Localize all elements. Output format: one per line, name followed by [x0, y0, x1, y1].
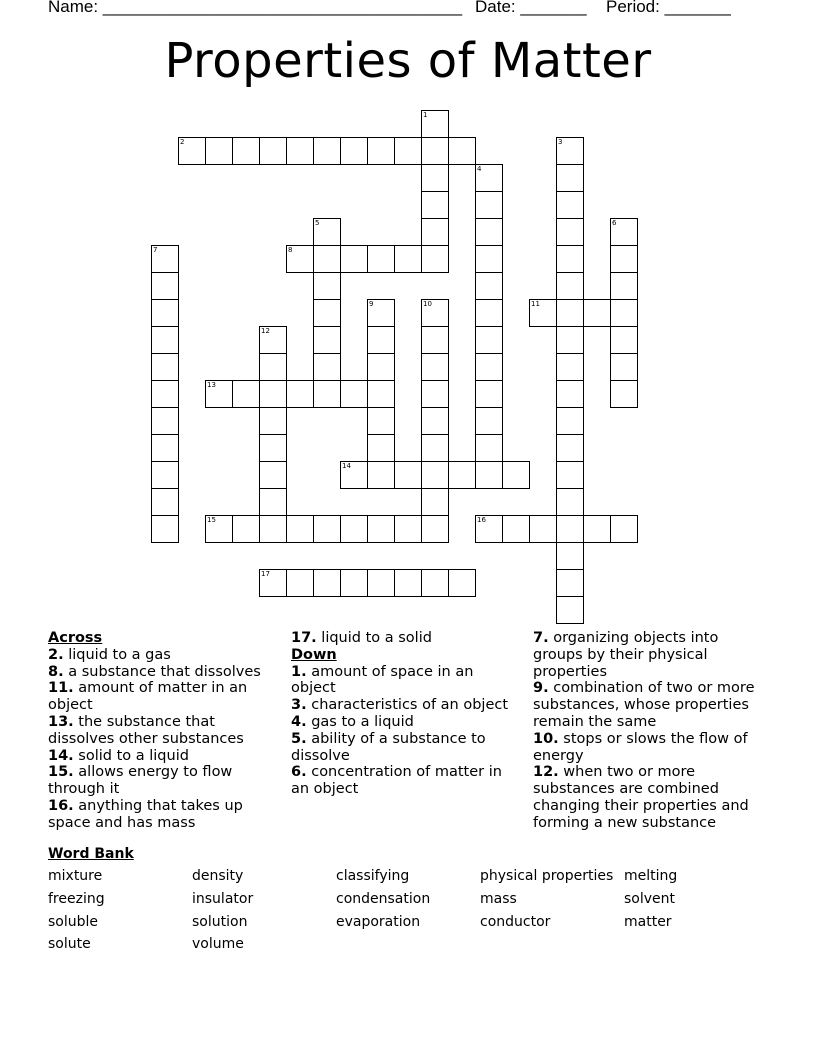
crossword-cell[interactable] — [448, 461, 476, 489]
crossword-cell[interactable] — [151, 326, 179, 354]
crossword-cell[interactable] — [151, 515, 179, 543]
crossword-cell[interactable] — [556, 488, 584, 516]
crossword-cell[interactable] — [259, 353, 287, 381]
crossword-cell[interactable] — [394, 461, 422, 489]
crossword-cell[interactable] — [286, 245, 314, 273]
crossword-cell[interactable] — [340, 461, 368, 489]
crossword-cell[interactable] — [610, 380, 638, 408]
crossword-cell[interactable] — [151, 434, 179, 462]
crossword-cell[interactable] — [286, 137, 314, 165]
crossword-cell[interactable] — [610, 326, 638, 354]
crossword-cell[interactable] — [475, 299, 503, 327]
crossword-cell[interactable] — [367, 380, 395, 408]
crossword-cell[interactable] — [151, 299, 179, 327]
crossword-cell[interactable] — [313, 380, 341, 408]
crossword-cell[interactable] — [475, 380, 503, 408]
clue-down-6: 6. concentration of matter in an object — [291, 764, 502, 798]
crossword-cell[interactable] — [259, 326, 287, 354]
clue-down-1: 1. amount of space in an object — [291, 663, 474, 697]
crossword-cell[interactable] — [151, 245, 179, 273]
crossword-cell[interactable] — [421, 110, 449, 138]
word-bank-item: solute — [48, 936, 91, 952]
crossword-cell[interactable] — [502, 515, 530, 543]
crossword-cell[interactable] — [259, 137, 287, 165]
crossword-cell[interactable] — [313, 272, 341, 300]
crossword-cell[interactable] — [475, 407, 503, 435]
word-bank-item: evaporation — [336, 914, 421, 930]
crossword-cell[interactable] — [367, 326, 395, 354]
crossword-cell[interactable] — [556, 272, 584, 300]
crossword-cell[interactable] — [286, 515, 314, 543]
clue-number: 2 — [180, 138, 185, 146]
word-bank-item: solution — [192, 914, 248, 930]
crossword-cell[interactable] — [556, 326, 584, 354]
clue-down-3: 3. characteristics of an object — [291, 697, 509, 714]
crossword-cell[interactable] — [556, 218, 584, 246]
crossword-cell[interactable] — [475, 326, 503, 354]
crossword-cell[interactable] — [556, 461, 584, 489]
clue-number: 3 — [558, 138, 563, 146]
crossword-cell[interactable] — [475, 245, 503, 273]
crossword-cell[interactable] — [475, 434, 503, 462]
crossword-cell[interactable] — [610, 299, 638, 327]
crossword-cell[interactable] — [556, 407, 584, 435]
crossword-cell[interactable] — [421, 407, 449, 435]
crossword-cell[interactable] — [151, 272, 179, 300]
crossword-cell[interactable] — [286, 569, 314, 597]
word-bank-item: matter — [624, 914, 672, 930]
crossword-cell[interactable] — [421, 515, 449, 543]
crossword-cell[interactable] — [313, 218, 341, 246]
down-heading: Down — [291, 646, 337, 663]
crossword-cell[interactable] — [340, 569, 368, 597]
student-info-line — [48, 0, 768, 19]
clue-column-2 — [291, 630, 516, 798]
crossword-cell[interactable] — [556, 191, 584, 219]
crossword-cell[interactable] — [421, 434, 449, 462]
page-title: Properties of Matter — [164, 33, 652, 89]
crossword-cell[interactable] — [367, 569, 395, 597]
clue-down-4: 4. gas to a liquid — [291, 713, 414, 730]
clue-across-14: 14. solid to a liquid — [48, 747, 189, 764]
crossword-cell[interactable] — [313, 137, 341, 165]
crossword-cell[interactable] — [394, 245, 422, 273]
word-bank-item: classifying — [336, 868, 410, 884]
crossword-cell[interactable] — [178, 137, 206, 165]
crossword-cell[interactable] — [421, 218, 449, 246]
crossword-cell[interactable] — [421, 191, 449, 219]
clue-down-12: 12. when two or more substances are combined changing their properties and forming a new substance — [533, 764, 749, 831]
crossword-cell[interactable] — [556, 434, 584, 462]
crossword-cell[interactable] — [556, 245, 584, 273]
crossword-cell[interactable] — [232, 380, 260, 408]
clue-number: 13 — [207, 381, 216, 389]
crossword-cell[interactable] — [151, 461, 179, 489]
crossword-cell[interactable] — [340, 515, 368, 543]
clue-number: 1 — [423, 111, 428, 119]
crossword-cell[interactable] — [421, 299, 449, 327]
crossword-cell[interactable] — [151, 380, 179, 408]
crossword-cell[interactable] — [367, 461, 395, 489]
clue-number: 11 — [531, 300, 540, 308]
clue-number: 10 — [423, 300, 432, 308]
crossword-cell[interactable] — [367, 299, 395, 327]
word-bank-item: conductor — [480, 914, 551, 930]
clue-across-13: 13. the substance that dissolves other substances — [48, 713, 244, 747]
word-bank-item: melting — [624, 868, 678, 884]
crossword-cell[interactable] — [313, 569, 341, 597]
clue-number: 16 — [477, 516, 486, 524]
crossword-cell[interactable] — [556, 515, 584, 543]
crossword-cell[interactable] — [448, 137, 476, 165]
word-bank-item: density — [192, 868, 244, 884]
crossword-cell[interactable] — [583, 515, 611, 543]
crossword-cell[interactable] — [394, 569, 422, 597]
crossword-cell[interactable] — [367, 407, 395, 435]
period-field[interactable]: Period: _______ — [606, 0, 731, 16]
clue-number: 8 — [288, 246, 293, 254]
clue-number: 7 — [153, 246, 158, 254]
crossword-cell[interactable] — [394, 137, 422, 165]
crossword-cell[interactable] — [313, 515, 341, 543]
crossword-cell[interactable] — [340, 137, 368, 165]
crossword-cell[interactable] — [556, 137, 584, 165]
crossword-cell[interactable] — [367, 137, 395, 165]
clue-down-10: 10. stops or slows the flow of energy — [533, 730, 748, 764]
crossword-cell[interactable] — [286, 380, 314, 408]
crossword-cell[interactable] — [475, 191, 503, 219]
word-bank-title: Word Bank — [48, 846, 134, 862]
crossword-cell[interactable] — [448, 569, 476, 597]
crossword-cell[interactable] — [259, 434, 287, 462]
clue-across-15: 15. allows energy to flow through it — [48, 764, 233, 798]
crossword-cell[interactable] — [610, 353, 638, 381]
crossword-cell[interactable] — [421, 461, 449, 489]
crossword-cell[interactable] — [475, 353, 503, 381]
crossword-cell[interactable] — [556, 596, 584, 624]
clue-number: 5 — [315, 219, 320, 227]
crossword-cell[interactable] — [610, 515, 638, 543]
crossword-cell[interactable] — [583, 299, 611, 327]
crossword-cell[interactable] — [259, 569, 287, 597]
across-heading: Across — [48, 630, 103, 646]
clue-number: 9 — [369, 300, 374, 308]
crossword-cell[interactable] — [205, 380, 233, 408]
word-bank-item: physical properties — [480, 868, 614, 884]
crossword-cell[interactable] — [502, 461, 530, 489]
crossword-cell[interactable] — [421, 569, 449, 597]
clue-down-9: 9. combination of two or more substances, whose properties remain the same — [533, 680, 755, 730]
crossword-cell[interactable] — [556, 380, 584, 408]
crossword-cell[interactable] — [367, 245, 395, 273]
clue-across-2: 2. liquid to a gas — [48, 646, 171, 663]
crossword-cell[interactable] — [151, 353, 179, 381]
crossword-cell[interactable] — [313, 353, 341, 381]
crossword-cell[interactable] — [259, 461, 287, 489]
clue-column-3 — [533, 630, 761, 832]
word-bank-item: solvent — [624, 891, 676, 907]
crossword-cell[interactable] — [421, 164, 449, 192]
crossword-cell[interactable] — [421, 380, 449, 408]
word-bank-item: mixture — [48, 868, 103, 884]
crossword-cell[interactable] — [475, 164, 503, 192]
crossword-cell[interactable] — [367, 353, 395, 381]
crossword-cell[interactable] — [421, 326, 449, 354]
crossword-cell[interactable] — [205, 515, 233, 543]
crossword-cell[interactable] — [367, 434, 395, 462]
crossword-cell[interactable] — [556, 542, 584, 570]
crossword-cell[interactable] — [151, 407, 179, 435]
crossword-cell[interactable] — [556, 569, 584, 597]
crossword-cell[interactable] — [529, 299, 557, 327]
clue-number: 6 — [612, 219, 617, 227]
crossword-cell[interactable] — [340, 245, 368, 273]
date-field[interactable]: Date: _______ — [475, 0, 587, 16]
word-bank-item: freezing — [48, 891, 105, 907]
crossword-cell[interactable] — [232, 137, 260, 165]
clue-number: 14 — [342, 462, 351, 470]
word-bank-item: mass — [480, 891, 517, 907]
crossword-cell[interactable] — [421, 353, 449, 381]
clue-number: 15 — [207, 516, 216, 524]
crossword-cell[interactable] — [475, 515, 503, 543]
crossword-cell[interactable] — [394, 515, 422, 543]
crossword-cell[interactable] — [421, 137, 449, 165]
crossword-cell[interactable] — [421, 245, 449, 273]
crossword-cell[interactable] — [475, 218, 503, 246]
crossword-cell[interactable] — [313, 326, 341, 354]
crossword-cell[interactable] — [610, 218, 638, 246]
crossword-cell[interactable] — [259, 515, 287, 543]
crossword-cell[interactable] — [556, 164, 584, 192]
clue-down-5: 5. ability of a substance to dissolve — [291, 730, 486, 764]
crossword-cell[interactable] — [313, 299, 341, 327]
crossword-cell[interactable] — [259, 407, 287, 435]
crossword-cell[interactable] — [340, 380, 368, 408]
crossword-cell[interactable] — [475, 272, 503, 300]
word-bank-item: insulator — [192, 891, 254, 907]
word-bank-item: condensation — [336, 891, 431, 907]
clue-across-17: 17. liquid to a solid — [291, 630, 432, 646]
crossword-cell[interactable] — [610, 272, 638, 300]
crossword-cell[interactable] — [259, 488, 287, 516]
name-field[interactable]: Name: ______________________________________ — [48, 0, 463, 16]
clue-across-11: 11. amount of matter in an object — [48, 680, 248, 714]
clue-across-8: 8. a substance that dissolves — [48, 663, 261, 680]
crossword-cell[interactable] — [313, 245, 341, 273]
clue-column-1 — [48, 630, 273, 832]
word-bank-item: soluble — [48, 914, 99, 930]
clue-down-7: 7. organizing objects into groups by their physical properties — [533, 630, 719, 680]
crossword-cell[interactable] — [556, 299, 584, 327]
crossword-cell[interactable] — [367, 515, 395, 543]
crossword-cell[interactable] — [205, 137, 233, 165]
word-bank-item: volume — [192, 936, 244, 952]
crossword-cell[interactable] — [610, 245, 638, 273]
crossword-cell[interactable] — [529, 515, 557, 543]
clue-across-16: 16. anything that takes up space and has mass — [48, 797, 243, 831]
crossword-cell[interactable] — [232, 515, 260, 543]
crossword-cell[interactable] — [421, 488, 449, 516]
crossword-cell[interactable] — [259, 380, 287, 408]
clue-number: 4 — [477, 165, 482, 173]
crossword-cell[interactable] — [475, 461, 503, 489]
crossword-cell[interactable] — [151, 488, 179, 516]
clue-number: 12 — [261, 327, 270, 335]
crossword-cell[interactable] — [556, 353, 584, 381]
clue-number: 17 — [261, 570, 270, 578]
